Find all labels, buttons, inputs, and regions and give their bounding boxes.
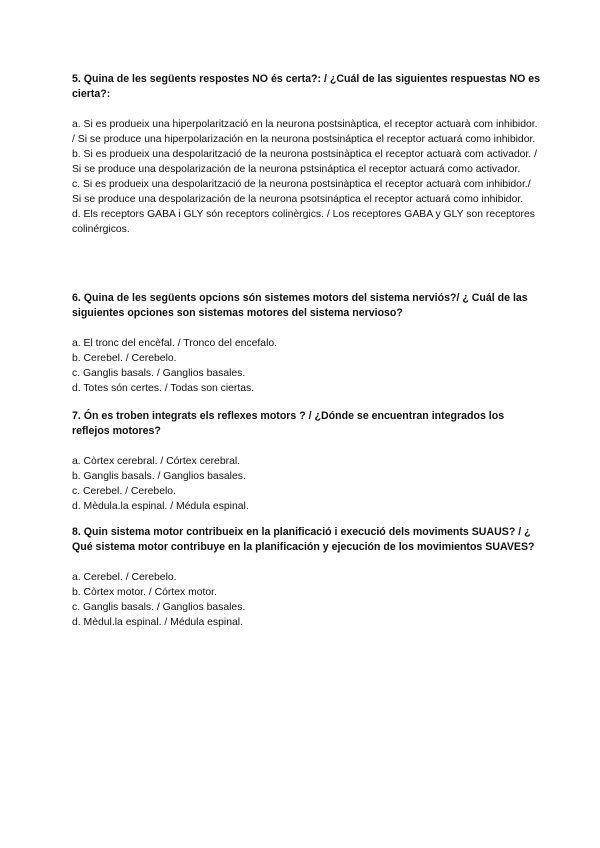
answer-option-d: d. Mèdula.la espinal. / Médula espinal. [72, 501, 249, 512]
answer-option-a: a. El tronc del encèfal. / Tronco del encefalo. [72, 338, 278, 349]
question-title: 5. Quina de les següents respostes NO és certa?: / ¿Cuál de las siguientes respuestas NO es cierta?: [72, 73, 541, 100]
answer-option-c: c. Ganglis basals. / Ganglios basales. [72, 602, 246, 613]
answer-option-b: b. Còrtex motor. / Córtex motor. [72, 587, 217, 598]
question-title: 6. Quina de les següents opcions són sistemes motors del sistema nerviós?/ ¿ Cuál de las siguientes opciones son sistemas motores del sistema nervioso? [72, 292, 528, 319]
question-6 [72, 291, 542, 396]
answer-option-b: b. Cerebel. / Cerebelo. [72, 353, 177, 364]
answer-option-c: c. Cerebel. / Cerebelo. [72, 486, 176, 497]
answer-option-d: d. Els receptors GABA i GLY són receptors colinèrgics. / Los receptores GABA y GLY son receptores colinérgicos. [72, 209, 535, 235]
question-title: 7. Ón es troben integrats els reflexes motors ? / ¿Dónde se encuentran integrados los reflejos motores? [72, 410, 505, 437]
question-8 [72, 525, 542, 630]
answer-option-d: d. Totes són certes. / Todas son ciertas. [72, 383, 255, 394]
answer-option-b: b. Ganglis basals. / Ganglios basales. [72, 471, 246, 482]
answer-option-c: c. Si es produeix una despolarització de la neurona postsinàptica el receptor actuarà com inhibidor./ Si se produce una despolarización de la neurona psotsináptica el receptor actuará como inhibidor. [72, 179, 531, 205]
answer-option-a: a. Còrtex cerebral. / Córtex cerebral. [72, 456, 241, 467]
question-title: 8. Quin sistema motor contribueix en la planificació i execució dels moviments SUAUS? / ¿ Qué sistema motor contribuye en la planificación y ejecución de los movimientos SUAVES? [72, 526, 535, 553]
answer-option-b: b. Si es produeix una despolarització de la neurona postsinàptica el receptor actuarà com activador. / Si se produce una despolarización de la neurona pstsináptica el receptor actuará como activador. [72, 149, 537, 175]
answer-option-c: c. Ganglis basals. / Ganglios basales. [72, 368, 246, 379]
answer-option-d: d. Mèdul.la espinal. / Médula espinal. [72, 617, 243, 628]
answer-option-a: a. Si es produeix una hiperpolarització en la neurona postsinàptica, el receptor actuarà com inhibidor. / Si se produce una hiperpolarización en la neurona postsináptica el receptor actuará como inhibidor. [72, 119, 538, 145]
question-7 [72, 409, 542, 514]
question-5 [72, 72, 542, 237]
answer-option-a: a. Cerebel. / Cerebelo. [72, 572, 177, 583]
